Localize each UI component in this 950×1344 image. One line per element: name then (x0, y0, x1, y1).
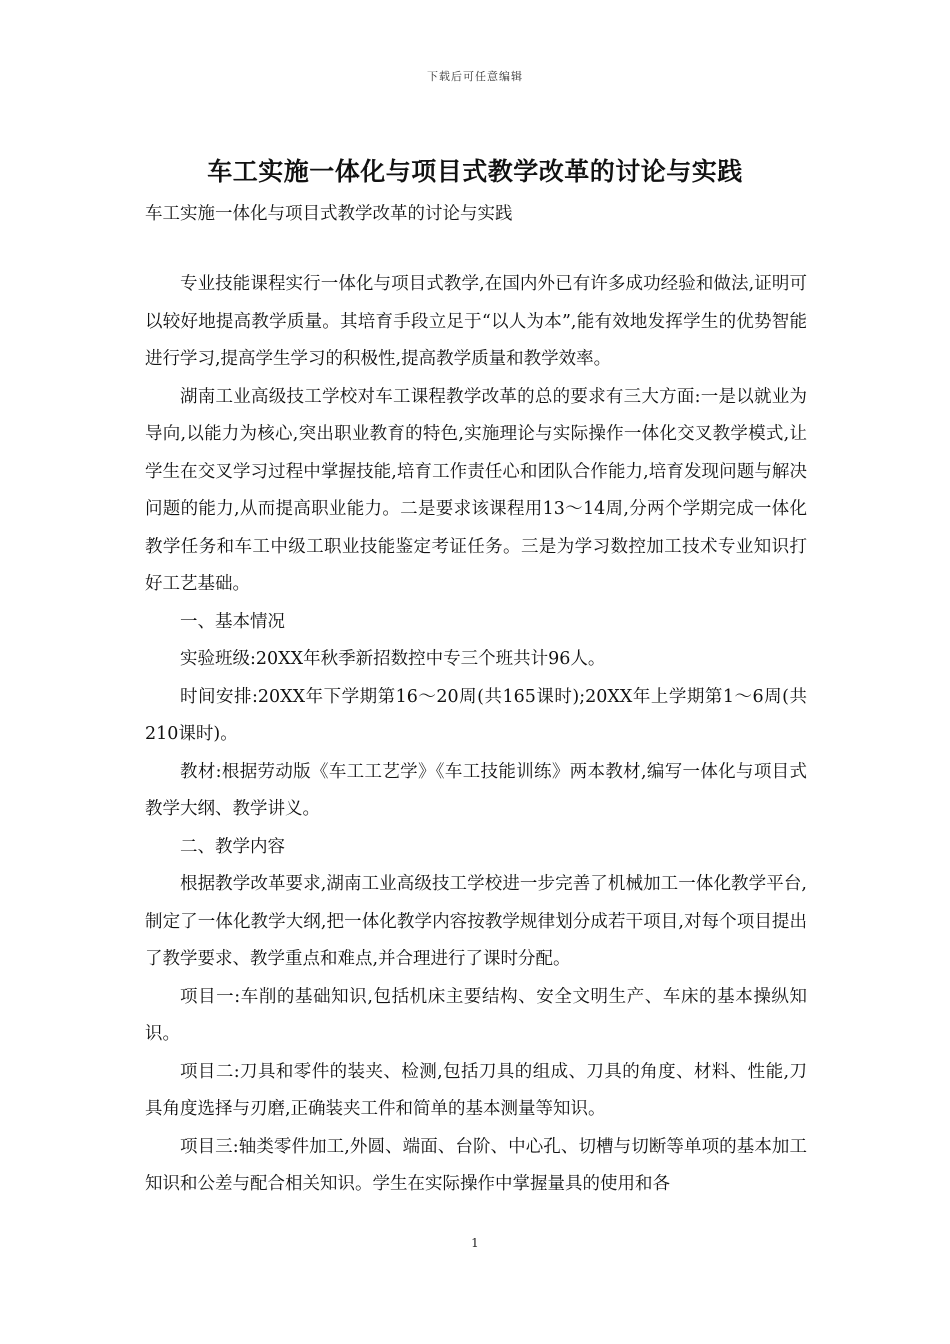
paragraph: 教材:根据劳动版《车工工艺学》《车工技能训练》两本教材,编写一体化与项目式教学大纲、教学讲义。 (145, 761, 807, 819)
paragraph: 项目三:轴类零件加工,外圆、端面、台阶、中心孔、切槽与切断等单项的基本加工知识和公差与配合相关知识。学生在实际操作中掌握量具的使用和各 (145, 1136, 807, 1194)
paragraph: 专业技能课程实行一体化与项目式教学,在国内外已有许多成功经验和做法,证明可以较好地提高教学质量。其培育手段立足于“以人为本”,能有效地发挥学生的优势智能进行学习,提高学生学习的积极性,提高教学质量和教学效率。 (145, 274, 807, 369)
document-title: 车工实施一体化与项目式教学改革的讨论与实践 (207, 157, 743, 186)
paragraph: 项目一:车削的基础知识,包括机床主要结构、安全文明生产、车床的基本操纵知识。 (145, 986, 807, 1044)
document-body (145, 266, 807, 1204)
paragraph: 项目二:刀具和零件的装夹、检测,包括刀具的组成、刀具的角度、材料、性能,刀具角度选择与刃磨,正确装夹工件和简单的基本测量等知识。 (145, 1061, 807, 1119)
paragraph: 实验班级:20XX年秋季新招数控中专三个班共计96人。 (180, 649, 606, 669)
section-heading: 二、教学内容 (180, 836, 285, 857)
paragraph: 湖南工业高级技工学校对车工课程教学改革的总的要求有三大方面:一是以就业为导向,以能力为核心,突出职业教育的特色,实施理论与实际操作一体化交叉教学模式,让学生在交叉学习过程中掌握技能,培育工作责任心和团队合作能力,培育发现问题与解决问题的能力,从而提高职业能力。二是要求该课程用13～14周,分两个学期完成一体化教学任务和车工中级工职业技能鉴定考证任务。三是为学习数控加工技术专业知识打好工艺基础。 (145, 386, 807, 594)
section-heading: 一、基本情况 (180, 611, 285, 632)
paragraph: 根据教学改革要求,湖南工业高级技工学校进一步完善了机械加工一体化教学平台,制定了一体化教学大纲,把一体化教学内容按教学规律划分成若干项目,对每个项目提出了教学要求、教学重点和难点,并合理进行了课时分配。 (145, 874, 807, 969)
page-number: 1 (471, 1236, 479, 1250)
paragraph: 时间安排:20XX年下学期第16～20周(共165课时);20XX年上学期第1～6周(共210课时)。 (145, 686, 807, 744)
header-note: 下载后可任意编辑 (427, 70, 523, 83)
document-subtitle: 车工实施一体化与项目式教学改革的讨论与实践 (145, 204, 513, 224)
